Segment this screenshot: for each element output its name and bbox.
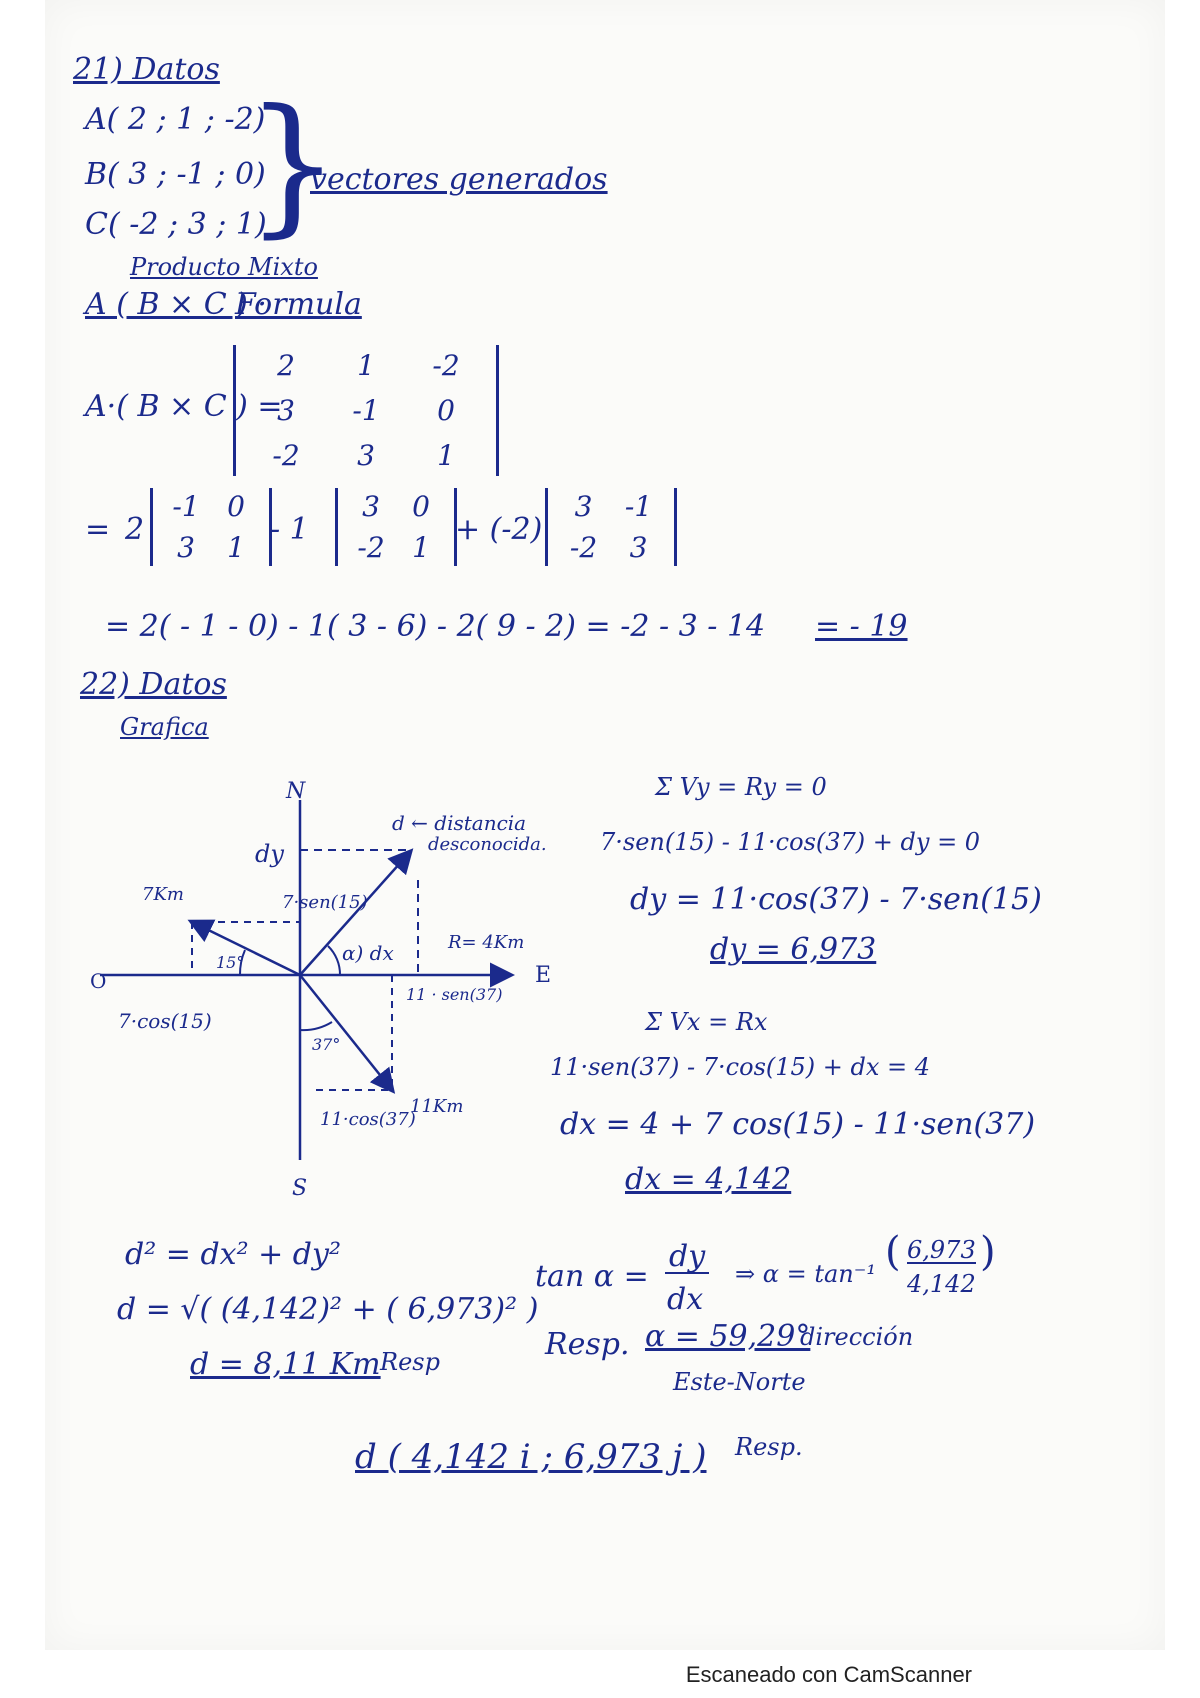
det-cell: 0 xyxy=(437,394,455,427)
frac-den: dx xyxy=(667,1282,704,1317)
vector-b: B( 3 ; -1 ; 0) xyxy=(85,157,266,192)
grafica-label: Grafica xyxy=(120,713,209,741)
frac-num: dy xyxy=(665,1242,709,1274)
sin15-label: 7·sen(15) xyxy=(282,892,368,913)
sum-vx: Σ Vx = Rx xyxy=(645,1008,768,1036)
vector-brace: } xyxy=(245,78,341,252)
det-cell: 3 xyxy=(277,394,295,427)
det-cell: -2 xyxy=(432,349,460,382)
result-line: = 2( - 1 - 0) - 1( 3 - 6) - 2( 9 - 2) = -2 - 3 - 14 xyxy=(105,609,766,644)
det-matrix xyxy=(233,345,499,476)
km7-label: 7Km xyxy=(142,884,184,905)
minor-cell: 1 xyxy=(227,531,245,564)
p21-header: 21) Datos xyxy=(73,52,220,87)
dx-formula: dx = 4 + 7 cos(15) - 11·sen(37) xyxy=(560,1107,1036,1142)
vectors-note: vectores generados xyxy=(310,162,608,197)
minor-cell: 0 xyxy=(227,490,245,523)
km11-label: 11Km xyxy=(410,1096,464,1117)
d-result: d = 8,11 Km xyxy=(190,1347,381,1382)
minor-cell: 3 xyxy=(362,490,380,523)
dy-label: dy xyxy=(255,840,284,868)
sin37-label: 11 · sen(37) xyxy=(406,985,503,1004)
det-cell: -2 xyxy=(272,439,300,472)
det-cell: 2 xyxy=(277,349,295,382)
dy-formula: dy = 11·cos(37) - 7·sen(15) xyxy=(630,882,1042,917)
minor-cell: 3 xyxy=(629,531,648,564)
producto-mixto: Producto Mixto xyxy=(130,253,318,281)
r-label: R= 4Km xyxy=(448,932,525,953)
minor-cell: -2 xyxy=(357,531,385,564)
expand-c3: + (-2) xyxy=(455,512,543,547)
resp-3: Resp. xyxy=(735,1433,803,1461)
det-cell: 3 xyxy=(357,439,375,472)
det-cell: 1 xyxy=(357,349,375,382)
det-cell: 1 xyxy=(437,439,455,472)
west-label: O xyxy=(90,969,107,993)
frac2-den: 4,142 xyxy=(907,1270,976,1298)
p22-header: 22) Datos xyxy=(80,667,227,702)
final-vector: d ( 4,142 i ; 6,973 j ) xyxy=(355,1437,707,1477)
angle-alpha-arc xyxy=(328,946,340,975)
d-note-1: d ← distancia xyxy=(392,811,527,835)
vector-c: C( -2 ; 3 ; 1) xyxy=(85,207,267,242)
cos15-label: 7·cos(15) xyxy=(118,1009,212,1033)
d-sqrt: d = √( (4,142)² + ( 6,973)² ) xyxy=(117,1292,539,1327)
eq1: 7·sen(15) - 11·cos(37) + dy = 0 xyxy=(600,828,981,856)
formula-label: Formula xyxy=(235,287,362,322)
dx-value: dx = 4,142 xyxy=(625,1162,792,1197)
paren-open: ( xyxy=(885,1229,901,1275)
minor-1 xyxy=(150,488,272,566)
frac2-num: 6,973 xyxy=(907,1236,976,1264)
vector-7km xyxy=(192,922,300,975)
minor-cell: 3 xyxy=(177,531,195,564)
result-value: = - 19 xyxy=(815,609,908,644)
d-note-2: desconocida. xyxy=(428,834,547,855)
angle-37-arc xyxy=(300,1022,332,1030)
resp-1: Resp xyxy=(380,1348,440,1376)
tan-alpha: tan α = xyxy=(535,1259,649,1294)
resp-2: Resp. xyxy=(545,1327,630,1362)
a-bxc: A ( B × C ) · xyxy=(85,287,267,322)
sum-vy: Σ Vy = Ry = 0 xyxy=(655,773,827,801)
east-label: E xyxy=(535,963,552,988)
camscanner-footer: Escaneado con CamScanner xyxy=(685,1662,972,1687)
expand-c2: - 1 xyxy=(270,512,309,547)
angle15-label: 15° xyxy=(216,953,245,972)
minor-cell: -1 xyxy=(172,490,200,523)
d-squared: d² = dx² + dy² xyxy=(125,1237,341,1272)
north-label: N xyxy=(286,779,306,804)
vector-diagram xyxy=(80,779,560,1220)
paren-close: ) xyxy=(980,1229,996,1275)
alpha-arrow: ⇒ α = tan⁻¹ xyxy=(735,1260,877,1288)
dy-value: dy = 6,973 xyxy=(710,932,877,967)
minor-cell: -2 xyxy=(569,531,598,564)
direction-label: dirección xyxy=(800,1323,914,1351)
south-label: S xyxy=(292,1176,308,1201)
minor-cell: 1 xyxy=(412,531,430,564)
cos37-label: 11·cos(37) xyxy=(320,1109,416,1130)
minor-cell: 0 xyxy=(412,490,430,523)
vector-a: A( 2 ; 1 ; -2) xyxy=(85,102,266,137)
det-cell: -1 xyxy=(352,394,380,427)
expand-c1: 2 xyxy=(125,512,145,547)
minor-2 xyxy=(335,488,457,566)
minor-cell: -1 xyxy=(624,490,653,523)
angle37-label: 37° xyxy=(312,1035,341,1054)
eq2: 11·sen(37) - 7·cos(15) + dx = 4 xyxy=(550,1053,931,1081)
minor-cell: 3 xyxy=(574,490,593,523)
expand-eq: = xyxy=(85,512,111,547)
minor-3 xyxy=(545,488,677,566)
vector-11km xyxy=(300,975,392,1090)
alpha-dx-label: α) dx xyxy=(342,941,394,965)
alpha-value: α = 59,29° xyxy=(645,1319,811,1354)
det-lhs: A·( B × C ) = xyxy=(85,389,283,424)
este-norte: Este-Norte xyxy=(673,1368,806,1396)
